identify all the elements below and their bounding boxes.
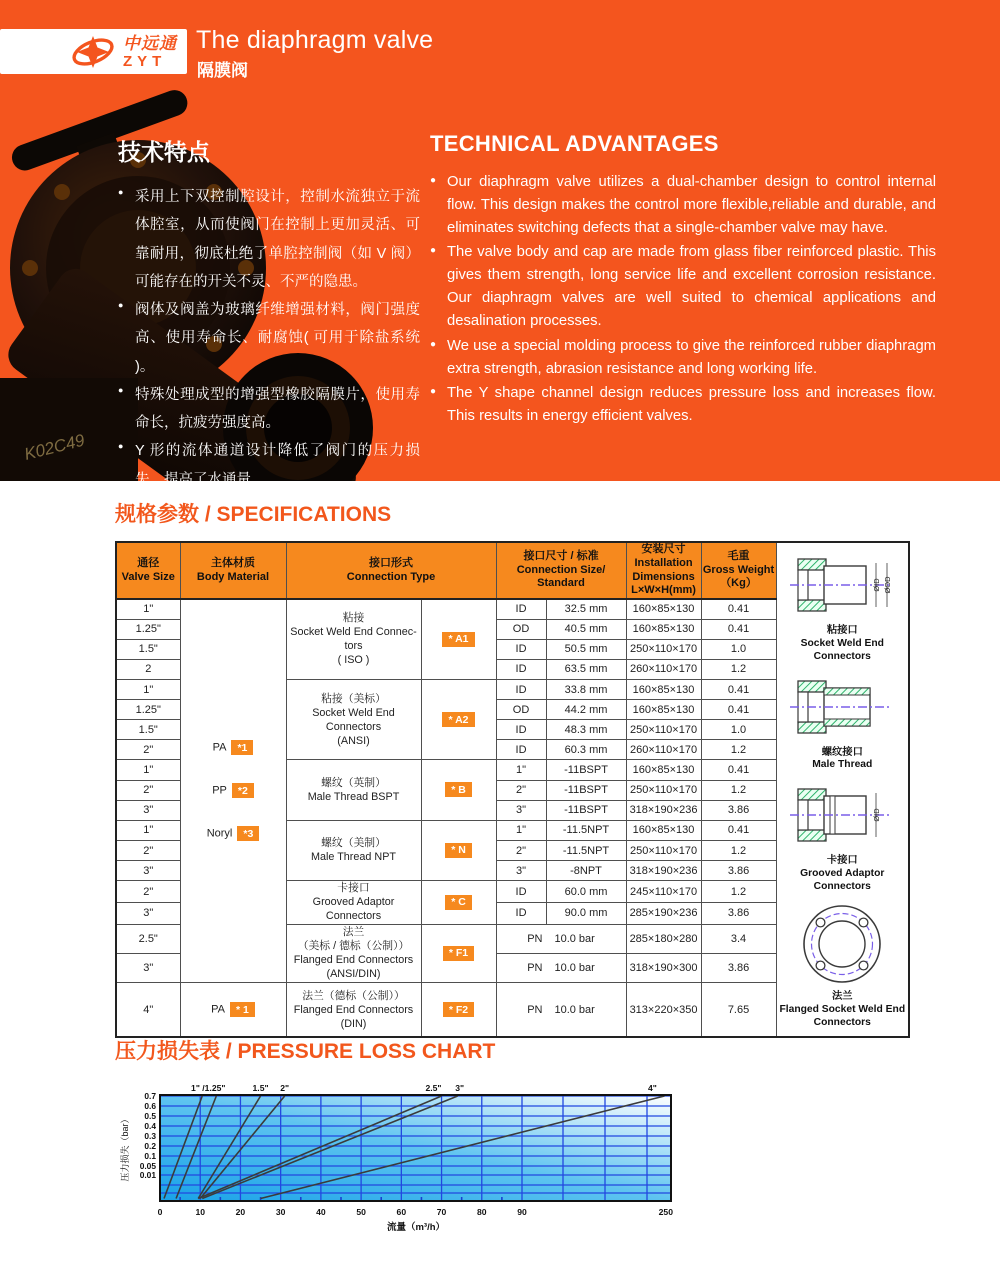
weight-cell: 0.41 (701, 599, 776, 619)
features-list (118, 183, 420, 494)
bolt-hole (816, 961, 825, 970)
pressure-loss-section (115, 1035, 700, 1243)
connection-type-line: (ANSI) (337, 734, 370, 747)
figure-caption (778, 747, 908, 773)
col-header-en: Body Material (196, 570, 270, 583)
connector-figure (778, 671, 908, 773)
connector-figure (778, 549, 908, 664)
x-tick-label: 40 (316, 1207, 326, 1217)
page-title: The diaphragm valve (196, 26, 434, 54)
line-label: 1" /1.25" (191, 1084, 226, 1093)
brand-logo (0, 29, 187, 74)
material-entry (213, 740, 254, 755)
connection-type-line: (DIN) (340, 1017, 367, 1030)
col-header-zh: 毛重 (727, 549, 750, 562)
size-prefix-cell: 2" (496, 780, 546, 800)
size-value: 10.0 bar (554, 961, 595, 974)
caption-en: Socket Weld End Connectors (800, 637, 884, 662)
size-prefix-cell: 3" (496, 800, 546, 820)
advantage-item: ● The valve body and cap are made from glass fiber reinforced plastic. This gives them strength, long service life and excellent corrosion resistance. Our diaphragm valves are well suited to chemical applications and desalination processes. (430, 241, 936, 333)
size-value-cell: 50.5 mm (546, 639, 626, 659)
brand-name-en: ZYT (123, 52, 167, 70)
col-header-en: Installation Dimensions L×W×H(mm) (631, 556, 696, 597)
dimensions-cell: 285×180×280 (626, 924, 701, 953)
material-entry (207, 826, 260, 841)
size-prefix-cell: ID (496, 679, 546, 699)
size-prefix-cell: ID (496, 720, 546, 740)
dimensions-cell: 313×220×350 (626, 982, 701, 1037)
col-header-zh: 安装尺寸 (641, 543, 686, 555)
dimension-label: ØOD (883, 576, 893, 594)
diagrams-cell (776, 542, 909, 1037)
valve-size-cell: 2" (116, 780, 180, 800)
connection-type-line: Male Thread BSPT (307, 790, 400, 803)
material-entry (212, 783, 254, 798)
specifications-section (115, 498, 910, 1038)
size-prefix-cell: OD (496, 700, 546, 720)
material-name: PA (211, 1003, 225, 1016)
connection-code-badge: * B (445, 782, 472, 797)
connection-type-line: Male Thread NPT (310, 851, 396, 864)
connector-figure (778, 901, 908, 1030)
x-tick-label: 250 (658, 1207, 673, 1217)
valve-size-cell: 2" (116, 740, 180, 760)
connection-code-badge: * A2 (442, 712, 474, 727)
dimensions-cell: 260×110×170 (626, 740, 701, 760)
valve-size-cell: 3" (116, 903, 180, 925)
page-subtitle: 隔膜阀 (197, 61, 248, 80)
material-name: PA (212, 741, 227, 754)
size-value-cell: 40.5 mm (546, 619, 626, 639)
size-value-cell: 32.5 mm (546, 599, 626, 619)
connection-code-cell (421, 982, 496, 1037)
dimensions-cell: 260×110×170 (626, 659, 701, 679)
caption-zh: 粘接口 (826, 625, 858, 636)
connection-type-cell (286, 881, 421, 924)
dimensions-cell: 250×110×170 (626, 841, 701, 861)
weight-cell: 3.4 (701, 924, 776, 953)
valve-size-cell: 2 (116, 659, 180, 679)
spec-col-header (626, 542, 701, 599)
dimensions-cell: 160×85×130 (626, 619, 701, 639)
size-prefix-cell: ID (496, 599, 546, 619)
connection-code-cell (421, 599, 496, 679)
connection-type-line: ( ISO ) (337, 654, 370, 667)
weight-cell: 1.2 (701, 780, 776, 800)
dimensions-cell: 285×190×236 (626, 903, 701, 925)
advantage-item: ● Our diaphragm valve utilizes a dual-chamber design to control internal flow. This design makes the control more flexible,reliable and durable, and eliminates switching defects that a single-chamber valve may have. (430, 171, 936, 240)
dimension-label: ØID (872, 578, 882, 592)
body-material-cell (180, 982, 286, 1037)
valve-size-cell: 3" (116, 953, 180, 982)
col-header-zh: 接口形式 (369, 556, 413, 569)
material-stack (182, 740, 285, 841)
advantage-item: ● The Y shape channel design reduces pressure loss and increases flow. This results in energy efficient valves. (430, 382, 936, 428)
connection-type-line: tors (344, 640, 363, 653)
line-label: 3" (455, 1084, 465, 1093)
y-tick-label: 0.6 (144, 1101, 156, 1111)
valve-size-cell: 1.5" (116, 720, 180, 740)
advantages-heading: TECHNICAL ADVANTAGES (430, 131, 719, 156)
connection-size-cell (496, 924, 626, 953)
x-tick-label: 70 (436, 1207, 447, 1217)
features-heading: 技术特点 (118, 139, 210, 165)
size-value-cell: 60.0 mm (546, 881, 626, 903)
valve-size-cell: 1" (116, 820, 180, 840)
connection-code-badge: * C (445, 895, 472, 910)
features-section (118, 134, 420, 494)
size-value-cell: -11BSPT (546, 780, 626, 800)
valve-size-cell: 3" (116, 861, 180, 881)
spec-col-header (701, 542, 776, 599)
connection-type-line: Socket Weld End Connec- (290, 626, 417, 639)
y-tick-label: 0.2 (144, 1141, 156, 1151)
x-axis-title: 流量（m³/h） (386, 1222, 446, 1233)
spec-col-header (496, 542, 626, 599)
size-prefix: PN (527, 961, 543, 974)
socket-weld-diagram (786, 549, 898, 621)
caption-en: Male Thread (812, 759, 873, 771)
dimensions-cell: 160×85×130 (626, 760, 701, 780)
size-prefix-cell: 1" (496, 760, 546, 780)
pressure-loss-heading: 压力损失表 / PRESSURE LOSS CHART (115, 1040, 496, 1063)
size-prefix-cell: 3" (496, 861, 546, 881)
connection-size-cell (496, 953, 626, 982)
dimensions-cell: 160×85×130 (626, 700, 701, 720)
size-value-cell: 44.2 mm (546, 700, 626, 720)
size-value-cell: 63.5 mm (546, 659, 626, 679)
x-tick-label: 10 (195, 1207, 206, 1217)
feature-item: ● 特殊处理成型的增强型橡胶隔膜片，使用寿命长，抗疲劳强度高。 (118, 381, 420, 438)
caption-zh: 卡接口 (826, 855, 858, 867)
weight-cell: 3.86 (701, 953, 776, 982)
size-value-cell: -11.5NPT (546, 820, 626, 840)
valve-size-cell: 2.5" (116, 924, 180, 953)
size-value-cell: 90.0 mm (546, 903, 626, 925)
connection-type-line: 粘接 (342, 612, 365, 625)
figure-caption (778, 625, 908, 664)
valve-size-cell: 3" (116, 800, 180, 820)
connection-type-line: 法兰（德标（公制）） (302, 989, 405, 1002)
x-tick-label: 0 (157, 1207, 163, 1217)
dimensions-cell: 318×190×236 (626, 861, 701, 881)
brand-name-zh: 中远通 (123, 33, 177, 53)
star-swoosh-icon (70, 33, 116, 71)
connection-code-cell (421, 679, 496, 759)
valve-size-cell: 1" (116, 599, 180, 619)
weight-cell: 0.41 (701, 700, 776, 720)
line-label: 1.5" (252, 1084, 269, 1093)
x-tick-label: 50 (356, 1207, 366, 1217)
line-label: 4" (647, 1084, 657, 1093)
col-header-en: Connection Type (346, 570, 436, 583)
valve-size-cell: 1" (116, 760, 180, 780)
figure-caption (778, 855, 908, 894)
connection-code-badge: * F1 (443, 946, 474, 961)
size-value-cell: -8NPT (546, 861, 626, 881)
connection-code-badge: * F2 (443, 1002, 474, 1017)
col-header-zh: 通径 (137, 556, 160, 569)
grooved-adaptor-diagram (786, 779, 898, 851)
line-label: 2" (280, 1084, 290, 1093)
spec-col-header (286, 542, 496, 599)
spec-col-header (180, 542, 286, 599)
connection-type-cell (286, 599, 421, 679)
valve-size-cell: 2" (116, 881, 180, 903)
weight-cell: 1.2 (701, 881, 776, 903)
dimensions-cell: 250×110×170 (626, 780, 701, 800)
connection-type-line: (ANSI/DIN) (326, 968, 381, 981)
weight-cell: 1.0 (701, 720, 776, 740)
photo-scrawl: K02C49 (22, 430, 87, 464)
x-tick-label: 20 (235, 1207, 246, 1217)
connection-code-cell (421, 820, 496, 880)
size-prefix-cell: OD (496, 619, 546, 639)
connection-type-line: 螺纹（英制） (321, 776, 386, 789)
col-header-en: Gross Weight （Kg） (702, 563, 775, 590)
connection-type-line: Connectors (325, 720, 382, 733)
size-prefix-cell: 1" (496, 820, 546, 840)
size-prefix-cell: ID (496, 881, 546, 903)
flange-diagram (786, 901, 898, 987)
col-header-zh: 主体材质 (211, 556, 255, 569)
valve-size-cell: 1.5" (116, 639, 180, 659)
x-tick-label: 80 (476, 1207, 487, 1217)
col-header-zh: 接口尺寸 / 标准 (523, 549, 599, 562)
specifications-heading: 规格参数 / SPECIFICATIONS (115, 503, 392, 526)
size-prefix: PN (527, 932, 543, 945)
spec-header-row (116, 542, 909, 599)
specifications-table (115, 541, 910, 1038)
size-value: 10.0 bar (554, 1003, 595, 1016)
figure-caption (778, 991, 908, 1030)
line-label: 2.5" (425, 1084, 442, 1093)
connection-type-cell (286, 679, 421, 759)
y-tick-label: 0.05 (139, 1161, 156, 1171)
y-tick-label: 0.1 (144, 1151, 156, 1161)
bolt-hole (859, 961, 868, 970)
weight-cell: 0.41 (701, 760, 776, 780)
connection-type-cell (286, 982, 421, 1037)
y-tick-label: 0.4 (144, 1121, 156, 1131)
weight-cell: 0.41 (701, 619, 776, 639)
size-prefix-cell: 2" (496, 841, 546, 861)
size-prefix-cell: ID (496, 903, 546, 925)
bolt-hole (816, 918, 825, 927)
pressure-loss-chart (118, 1084, 703, 1244)
material-note-badge: *2 (232, 783, 254, 798)
valve-size-cell: 4" (116, 982, 180, 1037)
caption-en: Flanged Socket Weld End Connectors (779, 1003, 906, 1028)
connection-type-line: Grooved Adaptor (312, 896, 395, 909)
connection-type-line: 卡接口 (337, 882, 370, 895)
x-tick-label: 30 (275, 1207, 286, 1217)
size-prefix-cell: ID (496, 740, 546, 760)
size-prefix-cell: ID (496, 639, 546, 659)
connector-figure (778, 779, 908, 894)
dimensions-cell: 160×85×130 (626, 820, 701, 840)
valve-size-cell: 2" (116, 841, 180, 861)
col-header-en: Connection Size/ Standard (516, 563, 606, 590)
connection-type-cell (286, 820, 421, 880)
bolt-hole (859, 918, 868, 927)
dimensions-cell: 245×110×170 (626, 881, 701, 903)
dimensions-cell: 250×110×170 (626, 720, 701, 740)
y-tick-label: 0.3 (144, 1131, 156, 1141)
y-tick-label: 0.01 (139, 1170, 156, 1180)
dimensions-cell: 160×85×130 (626, 599, 701, 619)
x-tick-label: 90 (517, 1207, 527, 1217)
feature-item: ● Y 形的流体通道设计降低了阀门的压力损失，提高了水通量。 (118, 437, 420, 494)
y-tick-label: 0.5 (144, 1111, 156, 1121)
dimensions-cell: 318×190×236 (626, 800, 701, 820)
valve-size-cell: 1.25" (116, 700, 180, 720)
valve-size-cell: 1" (116, 679, 180, 699)
connection-code-badge: * N (445, 843, 472, 858)
feature-item: ● 采用上下双控制腔设计，控制水流独立于流体腔室，从而使阀门在控制上更加灵活、可靠耐用，彻底杜绝了单腔控制阀（如 V 阀）可能存在的开关不灵、不严的隐患。 (118, 183, 420, 296)
size-value-cell: -11BSPT (546, 760, 626, 780)
dimensions-cell: 250×110×170 (626, 639, 701, 659)
weight-cell: 0.41 (701, 679, 776, 699)
size-value: 10.0 bar (554, 932, 595, 945)
weight-cell: 1.2 (701, 659, 776, 679)
connection-code-cell (421, 924, 496, 982)
weight-cell: 7.65 (701, 982, 776, 1037)
spec-col-header (116, 542, 180, 599)
hero-banner (0, 0, 1000, 488)
weight-cell: 1.2 (701, 841, 776, 861)
connection-type-line: Flanged End Connectors (293, 1003, 414, 1016)
caption-zh: 法兰 (831, 990, 853, 1002)
y-axis-title: 压力损失（bar） (120, 1114, 130, 1182)
advantages-list (430, 171, 936, 428)
material-note-badge: * 1 (230, 1002, 255, 1017)
weight-cell: 1.2 (701, 740, 776, 760)
material-name: PP (212, 784, 227, 797)
body-material-cell (180, 599, 286, 982)
caption-en: Grooved Adaptor Connectors (800, 868, 885, 893)
advantage-item: ● We use a special molding process to give the reinforced rubber diaphragm extra strength, abrasion resistance and long working life. (430, 335, 936, 381)
connection-type-cell (286, 924, 421, 982)
connection-code-badge: * A1 (442, 632, 474, 647)
connection-type-line: 螺纹（美制） (321, 837, 386, 850)
size-value-cell: 33.8 mm (546, 679, 626, 699)
connection-size-cell (496, 982, 626, 1037)
material-name: Noryl (206, 827, 233, 840)
connection-type-cell (286, 760, 421, 820)
material-note-badge: *1 (231, 740, 253, 755)
size-value-cell: 60.3 mm (546, 740, 626, 760)
male-thread-diagram (786, 671, 898, 743)
size-value-cell: -11BSPT (546, 800, 626, 820)
dimensions-cell: 160×85×130 (626, 679, 701, 699)
x-tick-label: 60 (396, 1207, 407, 1217)
size-prefix: PN (527, 1003, 543, 1016)
size-prefix-cell: ID (496, 659, 546, 679)
connection-type-line: Flanged End Connectors (293, 954, 414, 967)
connection-code-cell (421, 881, 496, 924)
advantages-section (430, 131, 936, 429)
weight-cell: 1.0 (701, 639, 776, 659)
weight-cell: 3.86 (701, 903, 776, 925)
connection-type-line: Connectors (325, 910, 382, 923)
weight-cell: 3.86 (701, 861, 776, 881)
connection-type-line: 粘接（美标） (321, 692, 386, 705)
connection-type-line: Socket Weld End (312, 706, 395, 719)
dimension-label: ØID (872, 808, 882, 822)
connection-type-line: （美标 / 德标（公制）） (297, 940, 410, 953)
caption-zh: 螺纹接口 (821, 746, 863, 758)
valve-size-cell: 1.25" (116, 619, 180, 639)
size-value-cell: -11.5NPT (546, 841, 626, 861)
y-tick-label: 0.7 (144, 1091, 156, 1101)
dimensions-cell: 318×190×300 (626, 953, 701, 982)
col-header-en: Valve Size (121, 570, 175, 583)
connection-type-line: 法兰 (342, 926, 365, 939)
weight-cell: 3.86 (701, 800, 776, 820)
connection-code-cell (421, 760, 496, 820)
material-note-badge: *3 (237, 826, 259, 841)
weight-cell: 0.41 (701, 820, 776, 840)
feature-item: ● 阀体及阀盖为玻璃纤维增强材料，阀门强度高、使用寿命长、耐腐蚀( 可用于除盐系统 )。 (118, 296, 420, 381)
size-value-cell: 48.3 mm (546, 720, 626, 740)
